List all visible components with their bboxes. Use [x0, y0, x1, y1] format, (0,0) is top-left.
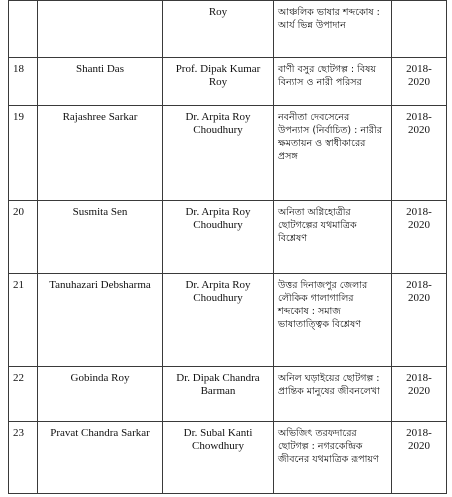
serial-cell: 21	[9, 274, 38, 367]
table-row	[9, 422, 447, 494]
table-row	[9, 58, 447, 106]
thesis-title-cell: আঞ্চলিক ভাষার শব্দকোষ : আর্য ভিন্ন উপাদান	[274, 1, 392, 58]
scholars-table	[8, 0, 447, 494]
thesis-title-cell: অনিতা অগ্নিহোত্রীর ছোটগল্পের যথমাত্রিক বিশ্লেষণ	[274, 201, 392, 274]
scholar-name-cell: Gobinda Roy	[38, 367, 163, 422]
table-row	[9, 274, 447, 367]
year-cell: 2018-2020	[392, 422, 447, 494]
scholar-name-cell	[38, 1, 163, 58]
year-cell: 2018-2020	[392, 367, 447, 422]
serial-cell: 18	[9, 58, 38, 106]
thesis-title-cell: উত্তর দিনাজপুর জেলার লৌকিক গালাগালির শব্দকোষ : সমাজ ভাষাতাত্ত্বিক বিশ্লেষণ	[274, 274, 392, 367]
thesis-title-cell: অনিল ঘড়াইয়ের ছোটগল্প : প্রান্তিক মানুষের জীবনলেখা	[274, 367, 392, 422]
supervisor-cell: Dr. Subal Kanti Chowdhury	[163, 422, 274, 494]
table-row	[9, 201, 447, 274]
supervisor-cell: Dr. Dipak Chandra Barman	[163, 367, 274, 422]
table-row	[9, 106, 447, 201]
table-row	[9, 367, 447, 422]
serial-cell: 23	[9, 422, 38, 494]
supervisor-cell: Dr. Arpita Roy Choudhury	[163, 274, 274, 367]
year-cell: 2018-2020	[392, 106, 447, 201]
scholar-name-cell: Susmita Sen	[38, 201, 163, 274]
serial-cell: 20	[9, 201, 38, 274]
scholar-name-cell: Shanti Das	[38, 58, 163, 106]
scholar-name-cell: Tanuhazari Debsharma	[38, 274, 163, 367]
serial-cell: 19	[9, 106, 38, 201]
supervisor-cell: Dr. Arpita Roy Choudhury	[163, 106, 274, 201]
serial-cell	[9, 1, 38, 58]
scholar-name-cell: Rajashree Sarkar	[38, 106, 163, 201]
thesis-title-cell: নবনীতা দেবসেনের উপন্যাস (নির্বাচিত) : নারীর ক্ষমতায়ন ও স্বাধীকারের প্রসঙ্গ	[274, 106, 392, 201]
year-cell: 2018-2020	[392, 58, 447, 106]
year-cell: 2018-2020	[392, 274, 447, 367]
thesis-title-cell: অভিজিৎ তরফদারের ছোটগল্প : নগরকেন্দ্রিক জীবনের যথমাত্রিক রূপায়ণ	[274, 422, 392, 494]
supervisor-cell: Prof. Dipak Kumar Roy	[163, 58, 274, 106]
supervisor-cell: Dr. Arpita Roy Choudhury	[163, 201, 274, 274]
thesis-title-cell: বাণী বসুর ছোটগল্প : বিষয় বিন্যাস ও নারী পরিসর	[274, 58, 392, 106]
supervisor-cell: Roy	[163, 1, 274, 58]
year-cell: 2018-2020	[392, 201, 447, 274]
year-cell	[392, 1, 447, 58]
table-row	[9, 1, 447, 58]
serial-cell: 22	[9, 367, 38, 422]
scholar-name-cell: Pravat Chandra Sarkar	[38, 422, 163, 494]
